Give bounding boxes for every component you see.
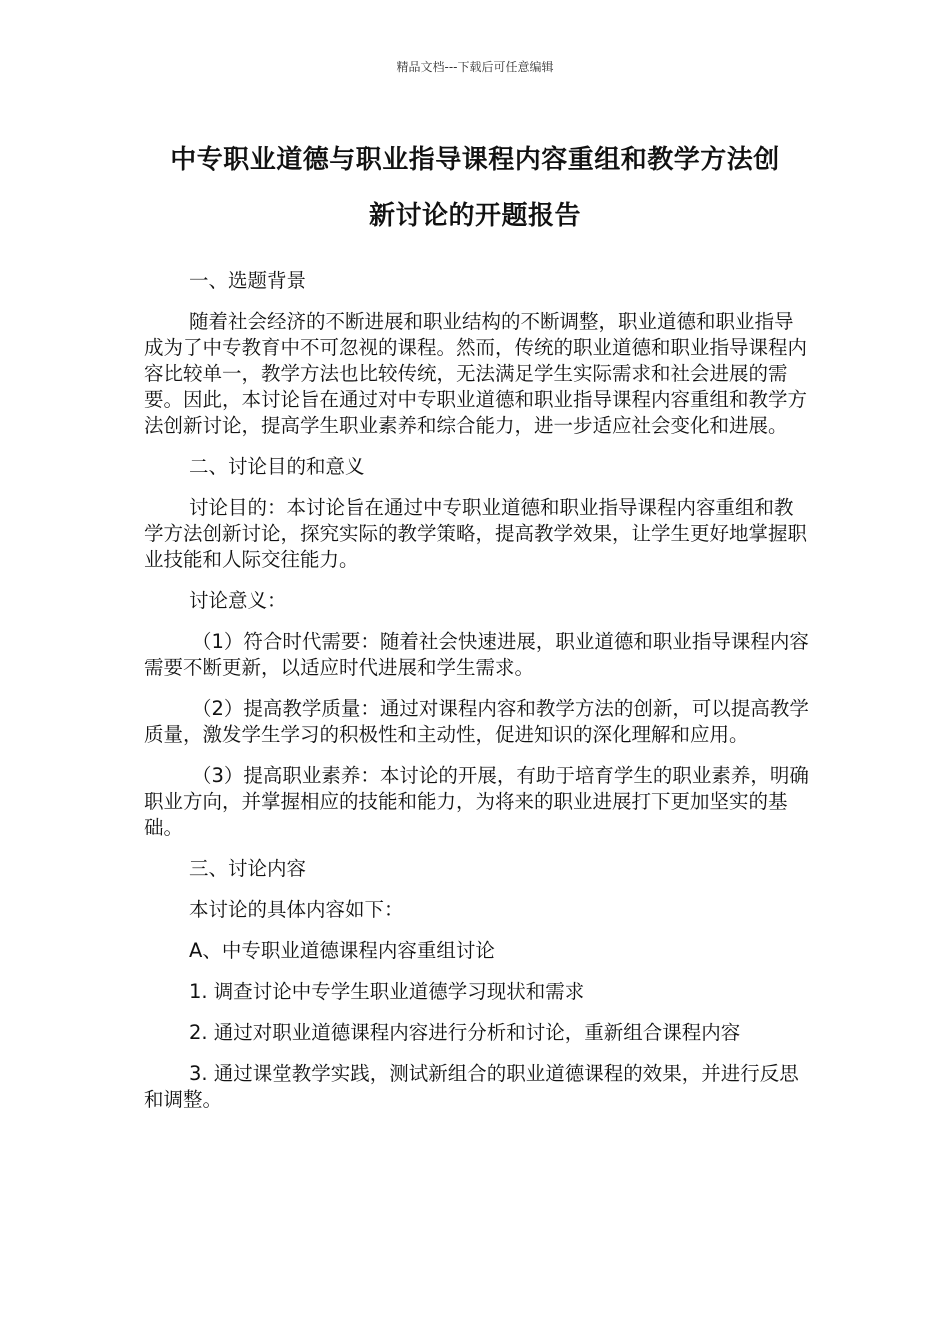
document-title (130, 132, 820, 244)
list-item-significance-3: （3）提高职业素养：本讨论的开展，有助于培育学生的职业素养，明确职业方向，并掌握相应的技能和能力，为将来的职业进展打下更加坚实的基础。 (144, 764, 809, 839)
paragraph-purpose: 讨论目的：本讨论旨在通过中专职业道德和职业指导课程内容重组和教学方法创新讨论，探究实际的教学策略，提高教学效果，让学生更好地掌握职业技能和人际交往能力。 (144, 496, 808, 571)
title-line-1: 中专职业道德与职业指导课程内容重组和教学方法创 (170, 145, 780, 175)
list-item-significance-1: （1）符合时代需要：随着社会快速进展，职业道德和职业指导课程内容需要不断更新，以适应时代进展和学生需求。 (144, 630, 809, 679)
document-body (144, 268, 810, 1128)
list-item-a-3: 3. 通过课堂教学实践，测试新组合的职业道德课程的效果，并进行反思和调整。 (144, 1062, 799, 1111)
section-heading-purpose: 二、讨论目的和意义 (189, 455, 365, 478)
section-heading-content: 三、讨论内容 (189, 857, 307, 880)
paragraph-significance-label: 讨论意义： (189, 589, 287, 612)
title-line-2: 新讨论的开题报告 (368, 201, 581, 231)
paragraph-background: 随着社会经济的不断进展和职业结构的不断调整，职业道德和职业指导成为了中专教育中不可忽视的课程。然而，传统的职业道德和职业指导课程内容比较单一，教学方法也比较传统，无法满足学生实际需求和社会进展的需要。因此，本讨论旨在通过对中专职业道德和职业指导课程内容重组和教学方法创新讨论，提高学生职业素养和综合能力，进一步适应社会变化和进展。 (144, 310, 808, 437)
section-heading-background: 一、选题背景 (189, 269, 307, 292)
list-item-a-1: 1. 调查讨论中专学生职业道德学习现状和需求 (189, 980, 585, 1003)
paragraph-content-intro: 本讨论的具体内容如下： (189, 898, 404, 921)
page-header: 精品文档---下载后可任意编辑 (396, 60, 554, 74)
subsection-heading-a: A、中专职业道德课程内容重组讨论 (189, 939, 495, 962)
list-item-a-2: 2. 通过对职业道德课程内容进行分析和讨论，重新组合课程内容 (189, 1021, 741, 1044)
list-item-significance-2: （2）提高教学质量：通过对课程内容和教学方法的创新，可以提高教学质量，激发学生学习的积极性和主动性，促进知识的深化理解和应用。 (144, 697, 809, 746)
